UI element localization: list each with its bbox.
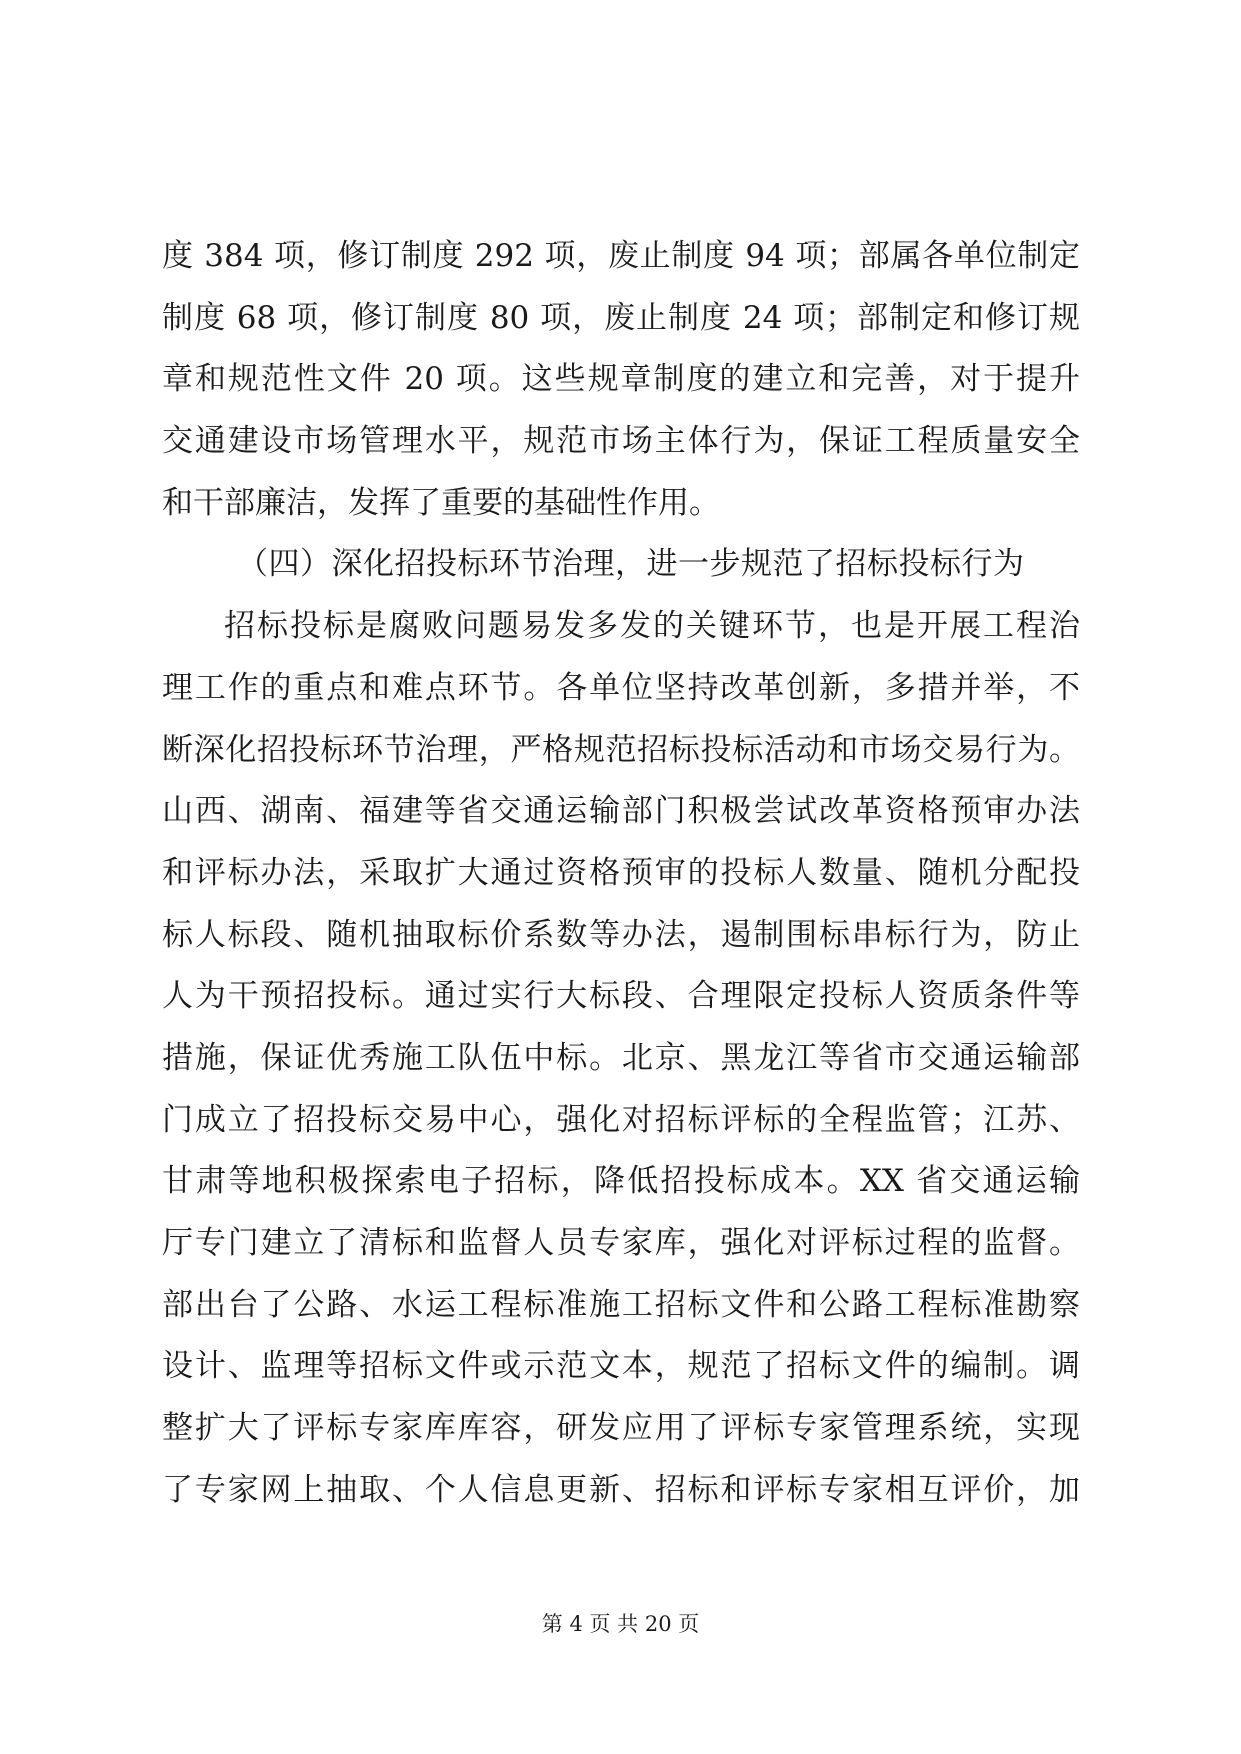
text-line: 人为干预招投标。通过实行大标段、合理限定投标人资质条件等 (162, 978, 1080, 1015)
text-line: 章和规范性文件 20 项。这些规章制度的建立和完善，对于提升 (162, 361, 1080, 398)
text-line: 设计、监理等招标文件或示范文本，规范了招标文件的编制。调 (162, 1348, 1080, 1385)
text-line: 交通建设市场管理水平，规范市场主体行为，保证工程质量安全 (162, 423, 1080, 460)
text-line: 招标投标是腐败问题易发多发的关键环节，也是开展工程治 (224, 608, 1080, 645)
text-line: 部出台了公路、水运工程标准施工招标文件和公路工程标准勘察 (162, 1286, 1080, 1323)
text-line: 门成立了招投标交易中心，强化对招标评标的全程监管；江苏、 (162, 1101, 1080, 1138)
section-heading: （四）深化招投标环节治理，进一步规范了招标投标行为 (237, 546, 1025, 583)
text-line: 厅专门建立了清标和监督人员专家库，强化对评标过程的监督。 (162, 1225, 1080, 1261)
text-line: 度 384 项，修订制度 292 项，废止制度 94 项；部属各单位制定 (162, 238, 1080, 274)
text-line: 和干部廉洁，发挥了重要的基础性作用。 (162, 484, 720, 521)
text-line: 措施，保证优秀施工队伍中标。北京、黑龙江等省市交通运输部 (162, 1039, 1080, 1076)
text-line: 了专家网上抽取、个人信息更新、招标和评标专家相互评价，加 (162, 1471, 1080, 1508)
text-line: 断深化招投标环节治理，严格规范招标投标活动和市场交易行为。 (162, 731, 1080, 768)
text-line: 甘肃等地积极探索电子招标，降低招投标成本。XX 省交通运输 (162, 1163, 1080, 1200)
text-line: 制度 68 项，修订制度 80 项，废止制度 24 项；部制定和修订规 (162, 299, 1080, 336)
text-line: 和评标办法，采取扩大通过资格预审的投标人数量、随机分配投 (162, 854, 1080, 891)
page-footer: 第 4 页 共 20 页 (541, 1612, 700, 1636)
text-line: 山西、湖南、福建等省交通运输部门积极尝试改革资格预审办法 (162, 793, 1080, 830)
body-text (162, 226, 1080, 1521)
text-line: 整扩大了评标专家库库容，研发应用了评标专家管理系统，实现 (162, 1410, 1080, 1447)
text-line: 标人标段、随机抽取标价系数等办法，遏制围标串标行为，防止 (162, 916, 1080, 953)
text-line: 理工作的重点和难点环节。各单位坚持改革创新，多措并举，不 (162, 669, 1080, 706)
